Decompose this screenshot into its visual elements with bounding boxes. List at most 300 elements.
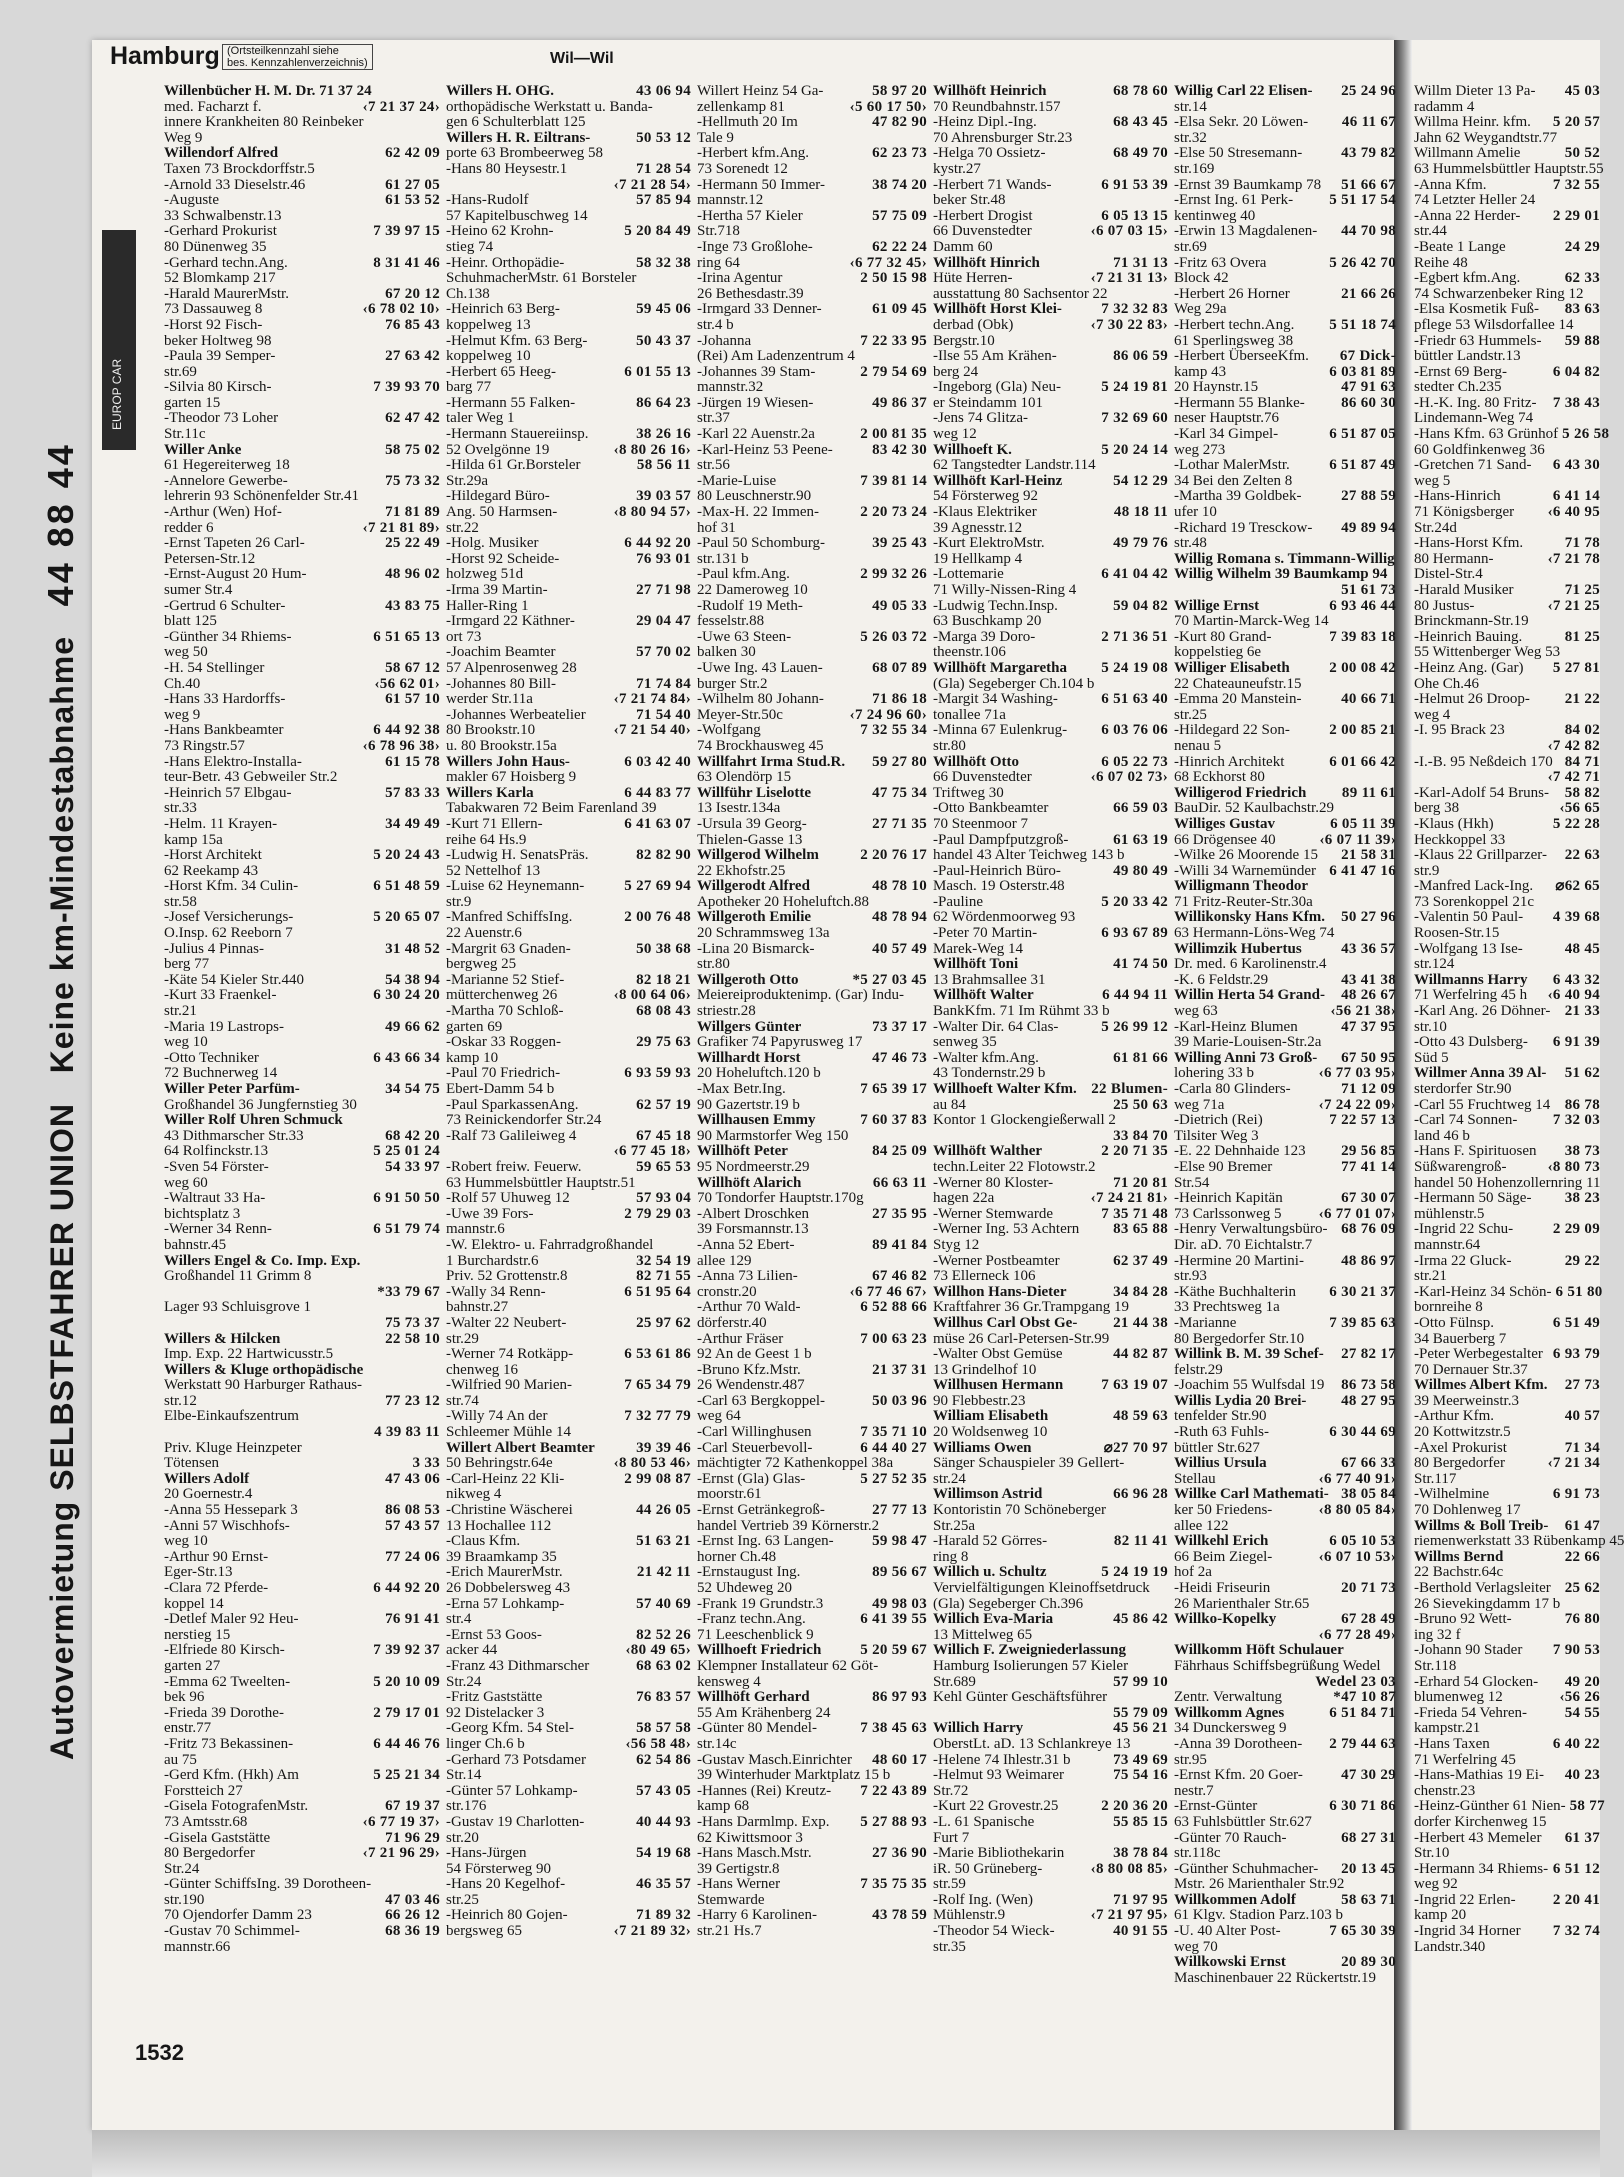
- phone-number: 54 55: [1564, 1704, 1600, 1721]
- listing-text: -Joachim 55 Wulfsdal 19: [1174, 1377, 1325, 1394]
- listing-text: -Erich MaurerMstr.: [446, 1564, 563, 1581]
- listing-text: -Paula 39 Semper-: [164, 348, 276, 365]
- listing-text: ring 64: [697, 254, 740, 271]
- listing-line: [446, 677, 691, 693]
- listing-text: Willhöft Alarich: [697, 1174, 802, 1191]
- phone-number: 59 45 06: [636, 301, 691, 318]
- listing-line: [1174, 599, 1396, 615]
- listing-line: [697, 1675, 927, 1691]
- listing-text: Str.10: [1414, 1845, 1450, 1862]
- listing-line: [933, 209, 1168, 225]
- listing-line: [1414, 1004, 1600, 1020]
- listing-line: [164, 1363, 440, 1379]
- phone-number: 7 32 74: [1552, 1923, 1600, 1940]
- listing-line: [164, 193, 440, 209]
- phone-number: 44 70 98: [1341, 223, 1396, 240]
- listing-text: 20 Schrammsweg 13a: [697, 925, 830, 942]
- listing-line: [697, 677, 927, 693]
- listing-line: [1414, 739, 1600, 755]
- listing-line: [164, 536, 440, 552]
- listing-line: [1174, 1191, 1396, 1207]
- listing-text: -Käte 54 Kieler Str.440: [164, 971, 304, 988]
- listing-line: [1414, 474, 1600, 490]
- listing-text: garten 15: [164, 394, 221, 411]
- listing-line: [933, 1332, 1168, 1348]
- listing-text: Willkomm Höft Schulauer: [1174, 1642, 1344, 1659]
- phone-number: ‹7 42 71: [1547, 769, 1600, 786]
- listing-line: [446, 1285, 691, 1301]
- listing-line: [697, 1659, 927, 1675]
- listing-line: [446, 973, 691, 989]
- listing-text: 60 Goldfinkenweg 36: [1414, 441, 1545, 458]
- phone-number: ‹6 07 11 39›: [1319, 831, 1396, 848]
- listing-line: [1414, 146, 1600, 162]
- listing-line: [1174, 1893, 1396, 1909]
- listing-line: [697, 692, 927, 708]
- phone-number: 76 93 01: [636, 550, 691, 567]
- listing-text: Maschinenbauer 22 Rückertstr.19: [1174, 1969, 1377, 1986]
- listing-text: dörferstr.40: [697, 1314, 767, 1331]
- phone-number: 43 36 57: [1341, 940, 1396, 957]
- listing-line: [1174, 723, 1396, 739]
- listing-line: [697, 1113, 927, 1129]
- listing-text: Großhandel 36 Jungfernstieg 30: [164, 1096, 357, 1113]
- listing-line: [164, 1098, 440, 1114]
- listing-line: [446, 474, 691, 490]
- listing-text: chenstr.23: [1414, 1782, 1476, 1799]
- listing-line: [164, 614, 440, 630]
- listing-line: [1174, 521, 1396, 537]
- listing-line: [1174, 1721, 1396, 1737]
- listing-text: Taxen 73 Brockdorffstr.5: [164, 160, 315, 177]
- listing-line: [1414, 1378, 1600, 1394]
- listing-line: [697, 1784, 927, 1800]
- listing-line: [1174, 1628, 1396, 1644]
- listing-line: [1414, 1144, 1600, 1160]
- listing-line: [697, 723, 927, 739]
- listing-text: Willhoeft K.: [933, 441, 1012, 458]
- listing-line: [164, 1144, 440, 1160]
- listing-text: -Lottemarie: [933, 566, 1004, 583]
- listing-line: [1414, 926, 1600, 942]
- listing-line: [164, 677, 440, 693]
- listing-text: Lager 93 Schluisgrove 1: [164, 1299, 312, 1316]
- listing-text: str.22: [446, 519, 479, 536]
- listing-line: [697, 1472, 927, 1488]
- listing-text: -L. 61 Spanische: [933, 1813, 1035, 1830]
- listing-text: -Elsa Kosmetik Fuß-: [1414, 301, 1539, 318]
- listing-line: [697, 240, 927, 256]
- phone-number: 39 25 43: [872, 535, 927, 552]
- listing-line: [164, 1051, 440, 1067]
- listing-line: [1174, 1753, 1396, 1769]
- phone-number: 61 53 52: [385, 192, 440, 209]
- listing-line: [1414, 755, 1600, 771]
- listing-text: -Gerhard Prokurist: [164, 223, 277, 240]
- listing-text: Willhoeft Walter Kfm.: [933, 1081, 1077, 1097]
- listing-text: bahnstr.45: [164, 1236, 227, 1253]
- listing-text: kensweg 4: [697, 1673, 761, 1690]
- phone-number: 21 44 38: [1113, 1314, 1168, 1331]
- listing-text: -Ingrid 22 Erlen-: [1414, 1891, 1516, 1908]
- listing-line: [1414, 84, 1600, 100]
- listing-line: [697, 1612, 927, 1628]
- listing-text: -Karl-Heinz 53 Peene-: [697, 441, 833, 458]
- phone-number: 6 91 50 50: [373, 1190, 440, 1207]
- listing-line: [1174, 552, 1396, 568]
- listing-line: [933, 1940, 1168, 1956]
- listing-text: porte 63 Brombeerweg 58: [446, 145, 604, 162]
- phone-number: 5 27 88 93: [860, 1813, 927, 1830]
- listing-text: felstr.29: [1174, 1361, 1223, 1378]
- listing-line: [933, 1908, 1168, 1924]
- listing-line: [697, 1098, 927, 1114]
- phone-number: 40 91 55: [1113, 1923, 1168, 1940]
- listing-line: [933, 1238, 1168, 1254]
- listing-line: [446, 1721, 691, 1737]
- listing-text: 52 Nettelhof 13: [446, 862, 541, 879]
- listing-text: -Günter 80 Mendel-: [697, 1720, 817, 1737]
- phone-number: 34 84 28: [1113, 1283, 1168, 1300]
- listing-text: Willmes Albert Kfm.: [1414, 1377, 1548, 1394]
- phone-number: ‹6 77 32 45›: [849, 254, 927, 271]
- phone-number: 5 24 19 19: [1101, 1564, 1168, 1581]
- listing-text: -Annelore Gewerbe-: [164, 472, 288, 489]
- listing-line: [1414, 833, 1600, 849]
- listing-line: [933, 1113, 1168, 1129]
- listing-line: [933, 1675, 1168, 1691]
- listing-text: 43 Dithmarscher Str.33: [164, 1127, 304, 1144]
- directory-column-6: [1414, 83, 1624, 1955]
- phone-number: 59 04 82: [1113, 597, 1168, 614]
- phone-number: 55 85 15: [1113, 1813, 1168, 1830]
- listing-text: -Willy 74 An der: [446, 1408, 548, 1425]
- phone-number: 50 53 12: [636, 129, 691, 146]
- listing-text: Priv. Kluge Heinzpeter: [164, 1439, 302, 1456]
- listing-line: [1414, 334, 1600, 350]
- listing-text: -Johannes 80 Bill-: [446, 675, 556, 692]
- phone-number: 49 89 94: [1341, 519, 1396, 536]
- listing-text: Kehl Günter Geschäftsführer: [933, 1689, 1108, 1706]
- phone-number: 2 00 85 21: [1329, 722, 1396, 739]
- phone-number: 22 66: [1564, 1548, 1600, 1565]
- listing-text: 66 Beim Ziegel-: [1174, 1548, 1273, 1565]
- listing-text: Willers Karla: [446, 784, 534, 801]
- listing-text: 71 Werfelring 45 h: [1414, 987, 1528, 1004]
- phone-number: 68 27 31: [1341, 1829, 1396, 1846]
- listing-text: -Wilke 26 Moorende 15: [1174, 847, 1318, 864]
- listing-text: Heckkoppel 33: [1414, 831, 1506, 848]
- listing-text: kamp 20: [1414, 1907, 1467, 1924]
- listing-line: [1174, 411, 1396, 427]
- listing-text: 33 Schwalbenstr.13: [164, 207, 282, 224]
- listing-text: Zentr. Verwaltung: [1174, 1689, 1283, 1706]
- listing-text: -Hermann 50 Säge-: [1414, 1190, 1532, 1207]
- listing-text: blumenweg 12: [1414, 1689, 1503, 1706]
- phone-number: 31 48 52: [385, 940, 440, 957]
- phone-number: 25 22 49: [385, 535, 440, 552]
- phone-number: 5 24 19 08: [1101, 659, 1168, 676]
- listing-text: 22 Ekhofstr.25: [697, 862, 786, 879]
- listing-line: [164, 1503, 440, 1519]
- listing-text: str.48: [1174, 535, 1207, 552]
- phone-number: 5 20 24 43: [373, 847, 440, 864]
- listing-text: str.176: [446, 1798, 487, 1815]
- listing-line: [446, 1597, 691, 1613]
- listing-text: str.131 b: [697, 550, 749, 567]
- listing-text: -Albert Droschken: [697, 1205, 810, 1222]
- listing-text: kystr.27: [933, 160, 981, 177]
- phone-number: 77 41 14: [1341, 1158, 1396, 1175]
- listing-text: Willich F. Zweigniederlassung: [933, 1642, 1126, 1659]
- listing-text: Willing Anni 73 Groß-: [1174, 1049, 1318, 1066]
- listing-text: Meiereiproduktenimp. (Gar) Indu-: [697, 987, 905, 1004]
- listing-text: Str.24: [446, 1673, 482, 1690]
- listing-text: barg 77: [446, 379, 492, 396]
- listing-line: [697, 521, 927, 537]
- listing-line: [446, 224, 691, 240]
- listing-text: -Anna 55 Hessepark 3: [164, 1502, 298, 1519]
- phone-number: 20 13 45: [1341, 1860, 1396, 1877]
- phone-number: 3 33: [412, 1455, 440, 1472]
- phone-number: 7 39 93 70: [373, 379, 440, 396]
- listing-text: -Helmut 26 Droop-: [1414, 691, 1530, 708]
- listing-text: Willke Carl Mathemati-: [1174, 1486, 1329, 1503]
- listing-line: [446, 380, 691, 396]
- listing-text: -Arthur 70 Wald-: [697, 1299, 801, 1316]
- listing-text: -Heinz Ang. (Gar): [1414, 659, 1524, 676]
- directory-column-1: [164, 84, 440, 1955]
- phone-number: ‹7 42 82: [1547, 737, 1600, 754]
- listing-text: Kraftfahrer 36 Gr.Trampgang 19: [933, 1299, 1130, 1316]
- phone-number: ‹7 30 22 83›: [1090, 316, 1168, 333]
- listing-line: [1414, 1690, 1600, 1706]
- listing-line: [1174, 224, 1396, 240]
- listing-line: [1174, 1144, 1396, 1160]
- phone-number: 2 71 36 51: [1101, 628, 1168, 645]
- listing-line: [1174, 645, 1396, 661]
- phone-number: ‹7 21 28 54›: [613, 176, 691, 193]
- phone-number: 2 20 36 20: [1101, 1798, 1168, 1815]
- listing-line: [933, 1004, 1168, 1020]
- listing-line: [933, 458, 1168, 474]
- listing-line: [446, 1753, 691, 1769]
- listing-line: [697, 1409, 927, 1425]
- header-city: Hamburg: [110, 42, 220, 70]
- listing-line: [1174, 1924, 1396, 1940]
- listing-line: [164, 380, 440, 396]
- phone-number: 2 20 76 17: [860, 847, 927, 864]
- listing-text: -Klaus (Hkh): [1414, 815, 1494, 832]
- listing-line: [164, 1768, 440, 1784]
- listing-text: -Otto Bankbeamter: [933, 800, 1049, 817]
- phone-number: 75 54 16: [1113, 1767, 1168, 1784]
- phone-number: 57 93 04: [636, 1190, 691, 1207]
- listing-line: [164, 1456, 440, 1472]
- listing-text: -Hans-Rudolf: [446, 192, 529, 209]
- listing-line: [697, 614, 927, 630]
- phone-number: 5 20 24 14: [1101, 441, 1168, 458]
- phone-number: 66 26 12: [385, 1907, 440, 1924]
- phone-number: 45 56 21: [1113, 1720, 1168, 1737]
- listing-text: weg 50: [164, 644, 208, 661]
- listing-line: [446, 162, 691, 178]
- listing-text: Willms & Boll Treib-: [1414, 1517, 1549, 1534]
- listing-text: -Ernst Ing. 61 Perk-: [1174, 192, 1294, 209]
- listing-text: fesselstr.88: [697, 613, 765, 630]
- phone-number: 7 39 81 14: [860, 472, 927, 489]
- phone-number: 48 27 95: [1341, 1392, 1396, 1409]
- phone-number: 39 39 46: [636, 1439, 691, 1456]
- listing-line: [933, 349, 1168, 365]
- phone-number: 38 23: [1564, 1190, 1600, 1207]
- listing-text: -U. 40 Alter Post-: [1174, 1923, 1281, 1940]
- listing-text: Willhöft Heinrich: [933, 83, 1047, 99]
- listing-line: [933, 380, 1168, 396]
- listing-text: -Hans F. Spirituosen: [1414, 1143, 1537, 1160]
- listing-line: [164, 661, 440, 677]
- listing-text: mannstr.12: [697, 192, 764, 209]
- listing-text: -Otto 43 Dulsberg-: [1414, 1034, 1528, 1051]
- listing-text: 80 Brookstr.10: [446, 722, 536, 739]
- listing-line: [446, 1222, 691, 1238]
- phone-number: 6 51 80: [1555, 1283, 1603, 1300]
- phone-number: ‹5 60 17 50›: [849, 98, 927, 115]
- listing-line: [1414, 1347, 1600, 1363]
- listing-line: [446, 910, 691, 926]
- ad-slogan: Keine km-Mindestabnahme: [44, 635, 80, 1074]
- phone-number: 76 91 41: [385, 1611, 440, 1628]
- listing-text: -Otto Techniker: [164, 1049, 259, 1066]
- listing-text: -Hans Masch.Mstr.: [697, 1845, 812, 1862]
- phone-number: 57 83 33: [385, 784, 440, 801]
- listing-line: [697, 770, 927, 786]
- listing-line: [697, 942, 927, 958]
- listing-text: Willgeroth Emilie: [697, 909, 812, 926]
- phone-number: 6 30 21 37: [1329, 1283, 1396, 1300]
- phone-number: 5 27 81: [1552, 659, 1600, 676]
- listing-line: [697, 1347, 927, 1363]
- listing-text: str.21: [1414, 1268, 1447, 1285]
- phone-number: 62 33: [1564, 270, 1600, 287]
- listing-text: -Werner 74 Rotkäpp-: [446, 1346, 574, 1363]
- listing-line: [1414, 131, 1600, 147]
- listing-line: [1174, 708, 1396, 724]
- phone-number: 82 71 55: [636, 1268, 691, 1285]
- phone-number: ‹7 24 21 81›: [1090, 1190, 1168, 1207]
- listing-line: [933, 723, 1168, 739]
- listing-line: [697, 536, 927, 552]
- listing-text: -Anni 57 Wischhofs-: [164, 1517, 290, 1534]
- listing-line: [446, 926, 691, 942]
- listing-line: [933, 1799, 1168, 1815]
- listing-text: 39 Gertigstr.8: [697, 1860, 780, 1877]
- listing-line: [1414, 1051, 1600, 1067]
- listing-text: Hüte Herren-: [933, 270, 1013, 287]
- phone-number: 50 03 96: [872, 1392, 927, 1409]
- listing-line: [1174, 178, 1396, 194]
- listing-text: Willhausen Emmy: [697, 1112, 816, 1129]
- listing-text: 68 Eckhorst 80: [1174, 769, 1265, 786]
- phone-number: 6 41 04 42: [1101, 566, 1168, 583]
- phone-number: 76 83 57: [636, 1689, 691, 1706]
- phone-number: 5 25 01 24: [373, 1143, 440, 1160]
- listing-line: [164, 770, 440, 786]
- listing-line: [1414, 1035, 1600, 1051]
- listing-text: beker Str.48: [933, 192, 1006, 209]
- listing-line: [164, 427, 440, 443]
- listing-line: [164, 1176, 440, 1192]
- listing-line: [697, 380, 927, 396]
- phone-number: 61 15 78: [385, 753, 440, 770]
- listing-text: -W. Elektro- u. Fahrradgroßhandel: [446, 1236, 654, 1253]
- listing-text: mannstr.6: [446, 1221, 505, 1238]
- listing-line: [446, 567, 691, 583]
- listing-line: [164, 895, 440, 911]
- listing-text: teur-Betr. 43 Gebweiler Str.2: [164, 769, 338, 786]
- phone-number: 6 44 92 20: [373, 1580, 440, 1596]
- phone-number: 6 52 88 66: [860, 1299, 927, 1316]
- listing-line: [446, 287, 691, 303]
- phone-number: 49 20: [1564, 1673, 1600, 1690]
- listing-line: [1414, 1222, 1600, 1238]
- listing-line: [697, 895, 927, 911]
- listing-text: kamp 10: [446, 1049, 499, 1066]
- listing-line: [1174, 1098, 1396, 1114]
- phone-number: 48 18 11: [1113, 504, 1168, 521]
- phone-number: 7 22 33 95: [860, 332, 927, 349]
- listing-line: [446, 1831, 691, 1847]
- listing-text: hof 2a: [1174, 1564, 1212, 1581]
- phone-number: 58 82: [1564, 784, 1600, 801]
- phone-number: 5 26 42 70: [1329, 254, 1396, 271]
- listing-text: -Herbert 65 Heeg-: [446, 363, 556, 380]
- listing-text: 62 Reekamp 43: [164, 862, 259, 879]
- phone-number: 7 39 85 63: [1329, 1314, 1396, 1331]
- phone-number: 48 59 63: [1113, 1408, 1168, 1425]
- phone-number: 47 37 95: [1341, 1018, 1396, 1035]
- phone-number: 58 67 12: [385, 659, 440, 676]
- phone-number: 76 80: [1564, 1611, 1600, 1628]
- listing-line: [1174, 1113, 1396, 1129]
- listing-text: 80 Bergedorfer: [1414, 1455, 1505, 1472]
- listing-line: [164, 1737, 440, 1753]
- listing-line: [446, 1659, 691, 1675]
- listing-text: iR. 50 Grüneberg-: [933, 1860, 1043, 1877]
- listing-line: [933, 1893, 1168, 1909]
- listing-line: [933, 895, 1168, 911]
- listing-line: [164, 1924, 440, 1940]
- phone-number: 61 09 45: [872, 301, 927, 318]
- listing-text: -Ludwig Techn.Insp.: [933, 597, 1058, 614]
- phone-number: 62 54 86: [636, 1751, 691, 1768]
- listing-text: -Lothar MalerMstr.: [1174, 457, 1290, 474]
- listing-text: Marek-Weg 14: [933, 940, 1024, 957]
- listing-line: [1414, 396, 1600, 412]
- listing-text: koppelweg 10: [446, 348, 531, 365]
- listing-line: [1414, 848, 1600, 864]
- listing-text: -Klaus 22 Grillparzer-: [1414, 847, 1547, 864]
- listing-text: -Rolf Ing. (Wen): [933, 1891, 1034, 1908]
- phone-number: 6 03 81 89: [1329, 363, 1396, 380]
- listing-line: [1414, 661, 1600, 677]
- phone-number: 2 29 09: [1552, 1221, 1600, 1238]
- listing-line: [933, 1207, 1168, 1223]
- phone-number: 5 26 03 72: [860, 628, 927, 645]
- phone-number: 57 43 57: [385, 1517, 440, 1534]
- listing-line: [1414, 193, 1600, 209]
- listing-text: 52 Uhdeweg 20: [697, 1580, 792, 1596]
